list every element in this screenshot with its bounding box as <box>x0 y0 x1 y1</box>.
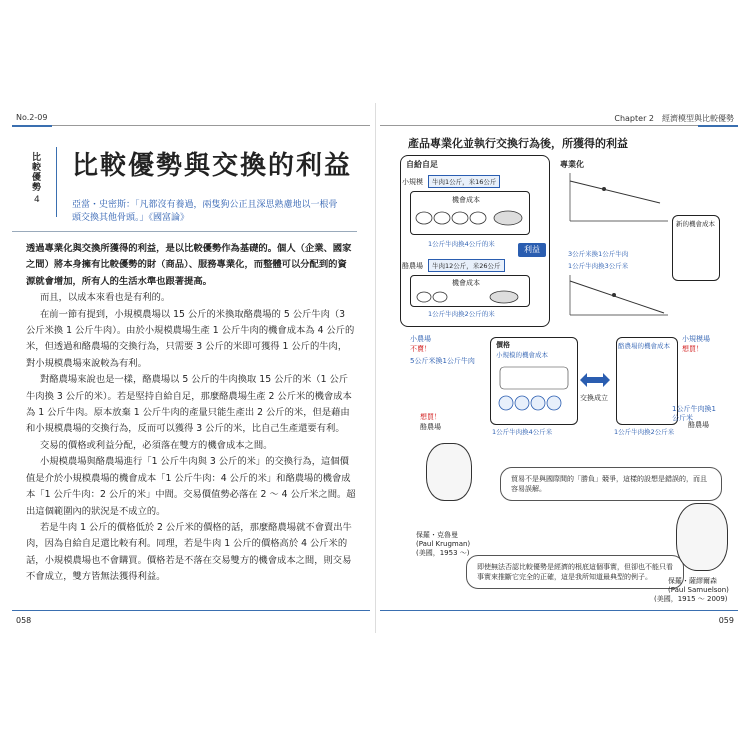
figure-title: 產品專業化並執行交換行為後，所獲得的利益 <box>408 137 628 150</box>
small-farm-price: 5公斤米換1公斤牛肉 <box>410 357 475 365</box>
book-spine <box>375 103 376 633</box>
page-number: 059 <box>718 616 734 625</box>
trade-illustration <box>400 335 720 435</box>
dairy-cost-label: 酪農場的機會成本 <box>618 342 670 350</box>
trade-rice-for-beef: 3公斤米換1公斤牛肉 <box>568 250 629 258</box>
krugman-en: (Paul Krugman) <box>416 540 471 548</box>
dairy-cost-box <box>616 337 678 425</box>
section-vertical-label: 比較優勢 <box>32 153 42 193</box>
krugman-years: (美國，1953 ～) <box>416 549 470 557</box>
dairy-farm-production: 牛肉12公斤，米26公斤 <box>428 259 505 272</box>
right-page <box>380 103 738 633</box>
right-header: Chapter 2 經濟模型與比較優勢 <box>614 114 734 123</box>
dairy-bottom-label: 酪農場 <box>688 421 709 429</box>
paragraph: 若是牛肉 1 公斤的價格低於 2 公斤米的價格的話，那麼酪農場就不會賣出牛肉，因為自給自足還比較有利。同理，若是牛肉 1 公斤的價格高於 4 公斤米的話，小規模農場也不會購買。價格若是不落在交易雙方的機會成本之間，則交易不會成立，雙方皆無法獲得利益。 <box>26 521 352 583</box>
footer-rule <box>12 610 370 611</box>
dairy-farm-label: 酪農場 <box>402 262 423 270</box>
trade-beef-for-rice: 1公斤牛肉換3公斤米 <box>568 262 629 270</box>
dairy-bottom: 酪農場 <box>420 423 441 431</box>
dairy-buy: 想買！ <box>682 345 703 353</box>
small-ratio: 1公斤牛肉換4公斤的米 <box>428 240 495 248</box>
paragraph: 小規模農場與酪農場進行「1 公斤牛肉與 3 公斤的米」的交換行為，這個價值是介於小規模農場的機會成本「1 公斤牛肉：4 公斤的米」和酪農場的機會成本「1 公斤牛肉：2 公斤的米」中間。交易價值勢必落在 2 ～ 4 公斤米之間。超出這個範圍內的狀況是不成立的。 <box>26 456 356 517</box>
dairy-price: 1公斤牛肉換1公斤米 <box>672 405 716 422</box>
body-text <box>26 241 356 586</box>
paragraph: 在前一節有提到，小規模農場以 15 公斤的米換取酪農場的 5 公斤牛肉（3 公斤米換 1 公斤牛肉）。由於小規模農場生產 1 公斤牛肉的機會成本為 4 公斤的米，但透過和酪農場的交換行為，只需要 3 公斤的米即可獲得 1 公斤的牛肉，對小規模農場來說較為有利。 <box>26 308 355 369</box>
left-page <box>12 103 370 633</box>
range-right: 1公斤牛肉換2公斤米 <box>614 428 675 436</box>
paragraph: 對酪農場來說也是一樣，酪農場以 5 公斤的牛肉換取 15 公斤的米（1 公斤牛肉換 3 公斤的米）。若是堅持自給自足，那麼酪農場生產 2 公斤米的機會成本為 1 公斤牛肉。原本放棄 1 公斤牛肉的產量只能生產出 2 公斤的米，但是藉由和小規模農場的交換行為，反而可以獲得 3 公斤的米，比自己生產還要有利。 <box>26 374 352 435</box>
page-number: 058 <box>16 616 32 625</box>
paragraph: 而且，以成本來看也是有利的。 <box>40 292 171 304</box>
samuelson-name: 保羅・薩繆爾森 <box>668 577 717 585</box>
small-farm-production: 牛肉1公斤，米16公斤 <box>428 175 500 188</box>
price-label: 價格 <box>496 341 510 349</box>
small-farm-name: 小農場 <box>410 335 431 343</box>
epigraph-quote: 亞當・史密斯：「凡都沒有養過，兩隻狗公正且深思熟慮地以一根骨頭交換其他骨頭。」《國富論》 <box>72 200 338 223</box>
dairy-ratio: 1公斤牛肉換2公斤的米 <box>428 310 495 318</box>
rice-bowls-icon <box>414 207 526 229</box>
krugman-quote: 貿易不是與國際間的「勝負」競爭，這樣的設想是錯誤的，而且容易誤解。 <box>500 467 722 501</box>
samuelson-portrait <box>676 503 728 571</box>
quote-rule <box>12 231 357 232</box>
header-rule <box>698 125 738 127</box>
range-left: 1公斤牛肉換4公斤米 <box>492 428 553 436</box>
profit-badge: 利益 <box>518 243 546 257</box>
small-cost-label: 小規模的機會成本 <box>496 351 548 359</box>
small-farm-label: 小規模 <box>402 178 423 186</box>
samuelson-quote: 即使無法否認比較優勢是經濟的根底這個事實，但卻也不能只看事實來推斷它完全的正確，這是我所知道最典型的例子。 <box>466 555 684 589</box>
samuelson-years: (美國，1915 ～ 2009) <box>654 595 728 603</box>
samuelson-en: (Paul Samuelson) <box>668 586 729 594</box>
deal-label: 交換成立 <box>580 394 608 402</box>
meat-icon <box>414 289 526 305</box>
specialization-diagram <box>400 155 720 327</box>
dairy-ppf-chart <box>560 273 670 325</box>
left-header: No.2-09 <box>16 113 48 122</box>
footer-rule <box>380 610 738 611</box>
paragraph: 交易的價格或利益分配，必須落在雙方的機會成本之間。 <box>40 439 273 451</box>
specialization-label: 專業化 <box>560 160 584 169</box>
double-arrow-icon <box>580 373 610 387</box>
dairy-name: 小規模場 <box>682 335 710 343</box>
paragraph: 透過專業化與交換所獲得的利益，是以比較優勢作為基礎的。個人（企業、國家之間）將本身擁有比較優勢的財（商品）、服務專業化，而整體可以分配到的資源就會增加，所有人的生活水準也跟著提高。 <box>26 243 352 287</box>
krugman-portrait <box>426 443 472 501</box>
header-rule-thin <box>380 125 698 126</box>
opp-cost-label: 機會成本 <box>452 279 480 287</box>
opp-cost-label: 機會成本 <box>452 196 480 204</box>
new-opp-cost-label: 新的機會成本 <box>676 220 715 228</box>
want-buy: 想買！ <box>420 413 441 421</box>
krugman-name: 保羅・克魯曼 <box>416 531 458 539</box>
coin-stack-icon <box>496 363 572 413</box>
self-sufficient-label: 自給自足 <box>406 160 438 169</box>
section-number: 4 <box>34 195 40 205</box>
header-rule <box>12 125 52 127</box>
title-divider <box>56 147 57 217</box>
header-rule-thin <box>52 125 370 126</box>
page-title: 比較優勢與交換的利益 <box>72 151 353 181</box>
small-farm-ppf-chart <box>560 171 670 231</box>
small-farm-no: 不賣！ <box>410 345 431 353</box>
